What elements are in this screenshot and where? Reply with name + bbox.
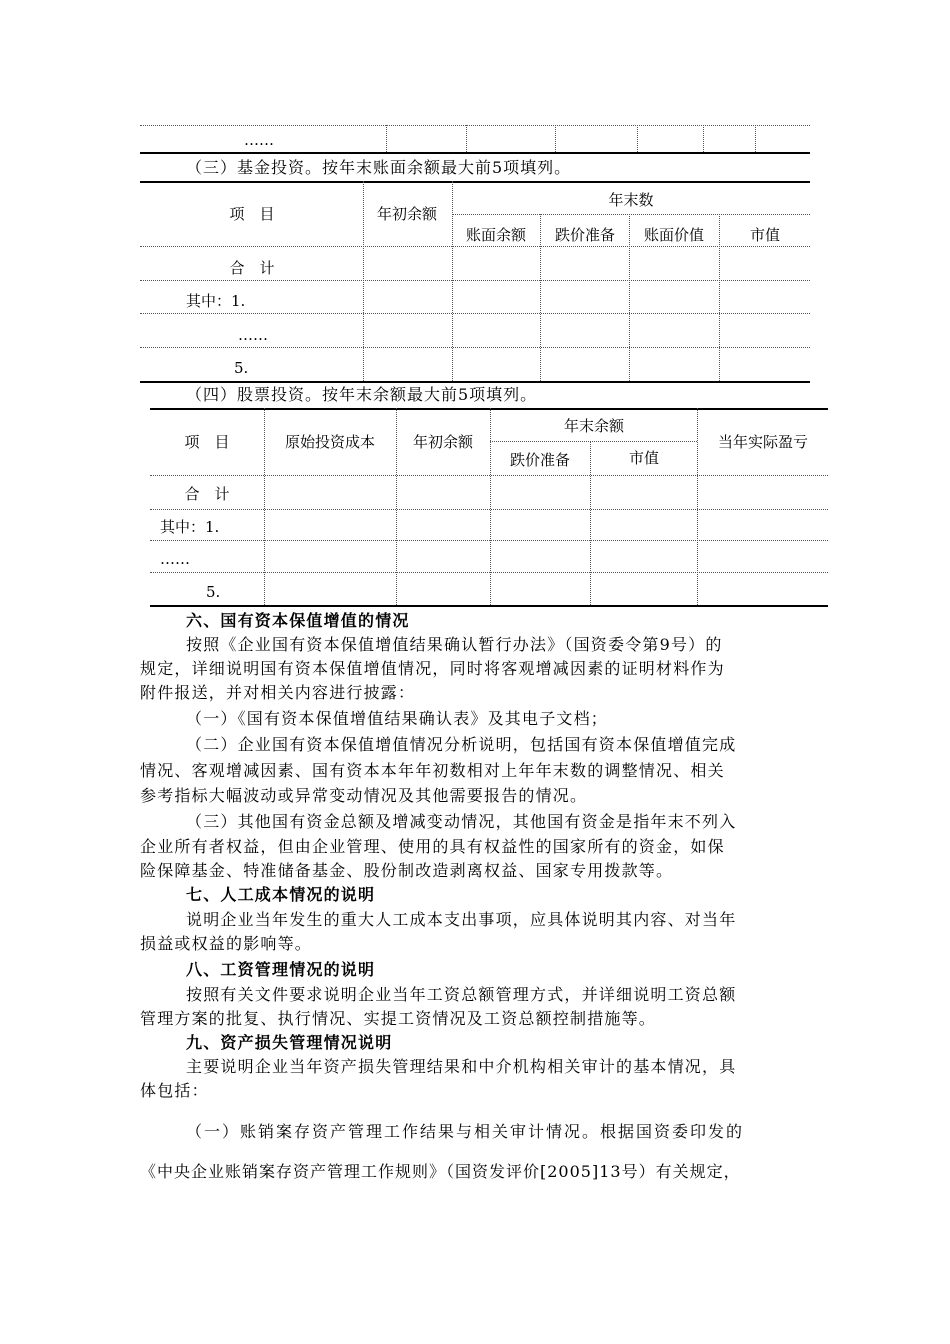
paragraph-line: 管理方案的批复、执行情况、实提工资情况及工资总额控制措施等。 xyxy=(140,1009,657,1028)
heading-section-7: 七、人工成本情况的说明 xyxy=(186,885,376,904)
paragraph-line: （二）企业国有资本保值增值情况分析说明，包括国有资本保值增值完成 xyxy=(186,735,737,754)
section4-hline xyxy=(150,509,828,510)
paragraph-line: （一）《国有资本保值增值结果确认表》及其电子文档； xyxy=(186,709,609,728)
section3-vline xyxy=(719,214,720,381)
paragraph-line: 按照有关文件要求说明企业当年工资总额管理方式，并详细说明工资总额 xyxy=(186,985,737,1004)
section3-hline xyxy=(140,347,810,348)
section4-vline xyxy=(590,441,591,605)
section3-header-market: 市值 xyxy=(749,226,781,244)
section4-hline xyxy=(150,475,828,476)
paragraph-line: 体包括： xyxy=(140,1081,209,1100)
section3-header-begin: 年初余额 xyxy=(376,205,438,223)
section3-row-ellipsis: …… xyxy=(238,326,268,344)
paragraph-line: 说明企业当年发生的重大人工成本支出事项，应具体说明其内容、对当年 xyxy=(186,910,737,929)
section4-header-item: 项 目 xyxy=(184,433,230,451)
section4-hline xyxy=(150,540,828,541)
section4-header-impairment: 跌价准备 xyxy=(509,451,571,469)
section4-row-ellipsis: …… xyxy=(160,550,190,568)
prev-table-bottom-border xyxy=(140,152,810,154)
prev-table-vline xyxy=(555,125,556,152)
section4-vline xyxy=(396,408,397,605)
section3-vline xyxy=(452,181,453,381)
section4-row-1: 其中：1. xyxy=(160,518,220,536)
section3-row-total: 合 计 xyxy=(229,259,275,277)
section4-header-original-cost: 原始投资成本 xyxy=(284,433,376,451)
section4-vline xyxy=(264,408,265,605)
prev-table-vline xyxy=(755,125,756,152)
heading-section-8: 八、工资管理情况的说明 xyxy=(186,960,376,979)
paragraph-line: 规定，详细说明国有资本保值增值情况，同时将客观增减因素的证明材料作为 xyxy=(140,659,725,678)
section4-header-begin: 年初余额 xyxy=(412,433,474,451)
paragraph-line: 按照《企业国有资本保值增值结果确认暂行办法》（国资委令第9号）的 xyxy=(186,635,723,654)
section3-title: （三）基金投资。按年末账面余额最大前5项填列。 xyxy=(186,158,572,177)
heading-section-9: 九、资产损失管理情况说明 xyxy=(186,1033,393,1052)
paragraph-line: 企业所有者权益，但由企业管理、使用的具有权益性的国家所有的资金，如保 xyxy=(140,837,725,856)
section3-hline xyxy=(140,313,810,314)
prev-table-ellipsis: …… xyxy=(244,131,274,149)
paragraph-line: （一）账销案存资产管理工作结果与相关审计情况。根据国资委印发的 xyxy=(186,1122,745,1141)
section4-vline xyxy=(490,408,491,605)
section3-header-book-balance: 账面余额 xyxy=(465,226,527,244)
paragraph-line: 情况、客观增减因素、国有资本本年年初数相对上年年末数的调整情况、相关 xyxy=(140,761,725,780)
prev-table-vline xyxy=(637,125,638,152)
section3-header-year-end: 年末数 xyxy=(608,191,654,209)
prev-table-vline xyxy=(703,125,704,152)
paragraph-line: 参考指标大幅波动或异常变动情况及其他需要报告的情况。 xyxy=(140,786,588,805)
prev-table-top-line xyxy=(140,125,810,126)
paragraph-line: 主要说明企业当年资产损失管理结果和中介机构相关审计的基本情况，具 xyxy=(186,1057,737,1076)
section3-row-5: 5. xyxy=(234,359,249,377)
section4-header-profit: 当年实际盈亏 xyxy=(717,433,809,451)
section3-table-bottom-border xyxy=(140,381,810,383)
paragraph-line: 《中央企业账销案存资产管理工作规则》（国资发评价[2005]13号）有关规定， xyxy=(140,1162,741,1181)
section4-vline xyxy=(697,408,698,605)
section3-vline xyxy=(540,214,541,381)
section3-header-item: 项 目 xyxy=(229,205,275,223)
prev-table-vline xyxy=(386,125,387,152)
section3-table-top-border xyxy=(140,181,810,183)
paragraph-line: 险保障基金、特准储备基金、股份制改造剥离权益、国家专用拨款等。 xyxy=(140,861,674,880)
section3-header-book-value: 账面价值 xyxy=(643,226,705,244)
section4-title: （四）股票投资。按年末余额最大前5项填列。 xyxy=(186,385,538,404)
prev-table-vline xyxy=(466,125,467,152)
section3-hline xyxy=(452,214,810,215)
section3-header-impairment: 跌价准备 xyxy=(554,226,616,244)
section4-hline xyxy=(490,441,697,442)
section3-row-1: 其中：1. xyxy=(186,292,246,310)
section4-header-market: 市值 xyxy=(628,449,660,467)
section3-vline xyxy=(363,181,364,381)
paragraph-line: 损益或权益的影响等。 xyxy=(140,934,313,953)
section3-vline xyxy=(629,214,630,381)
section4-row-5: 5. xyxy=(206,583,221,601)
heading-section-6: 六、国有资本保值增值的情况 xyxy=(186,611,410,630)
paragraph-line: （三）其他国有资金总额及增减变动情况，其他国有资金是指年末不列入 xyxy=(186,812,737,831)
section4-table-top-border xyxy=(150,408,828,410)
paragraph-line: 附件报送，并对相关内容进行披露： xyxy=(140,683,416,702)
section4-table-bottom-border xyxy=(150,605,828,607)
section4-hline xyxy=(150,572,828,573)
section4-row-total: 合 计 xyxy=(184,485,230,503)
section3-hline xyxy=(140,246,810,247)
section4-header-year-end: 年末余额 xyxy=(563,417,625,435)
section3-hline xyxy=(140,280,810,281)
